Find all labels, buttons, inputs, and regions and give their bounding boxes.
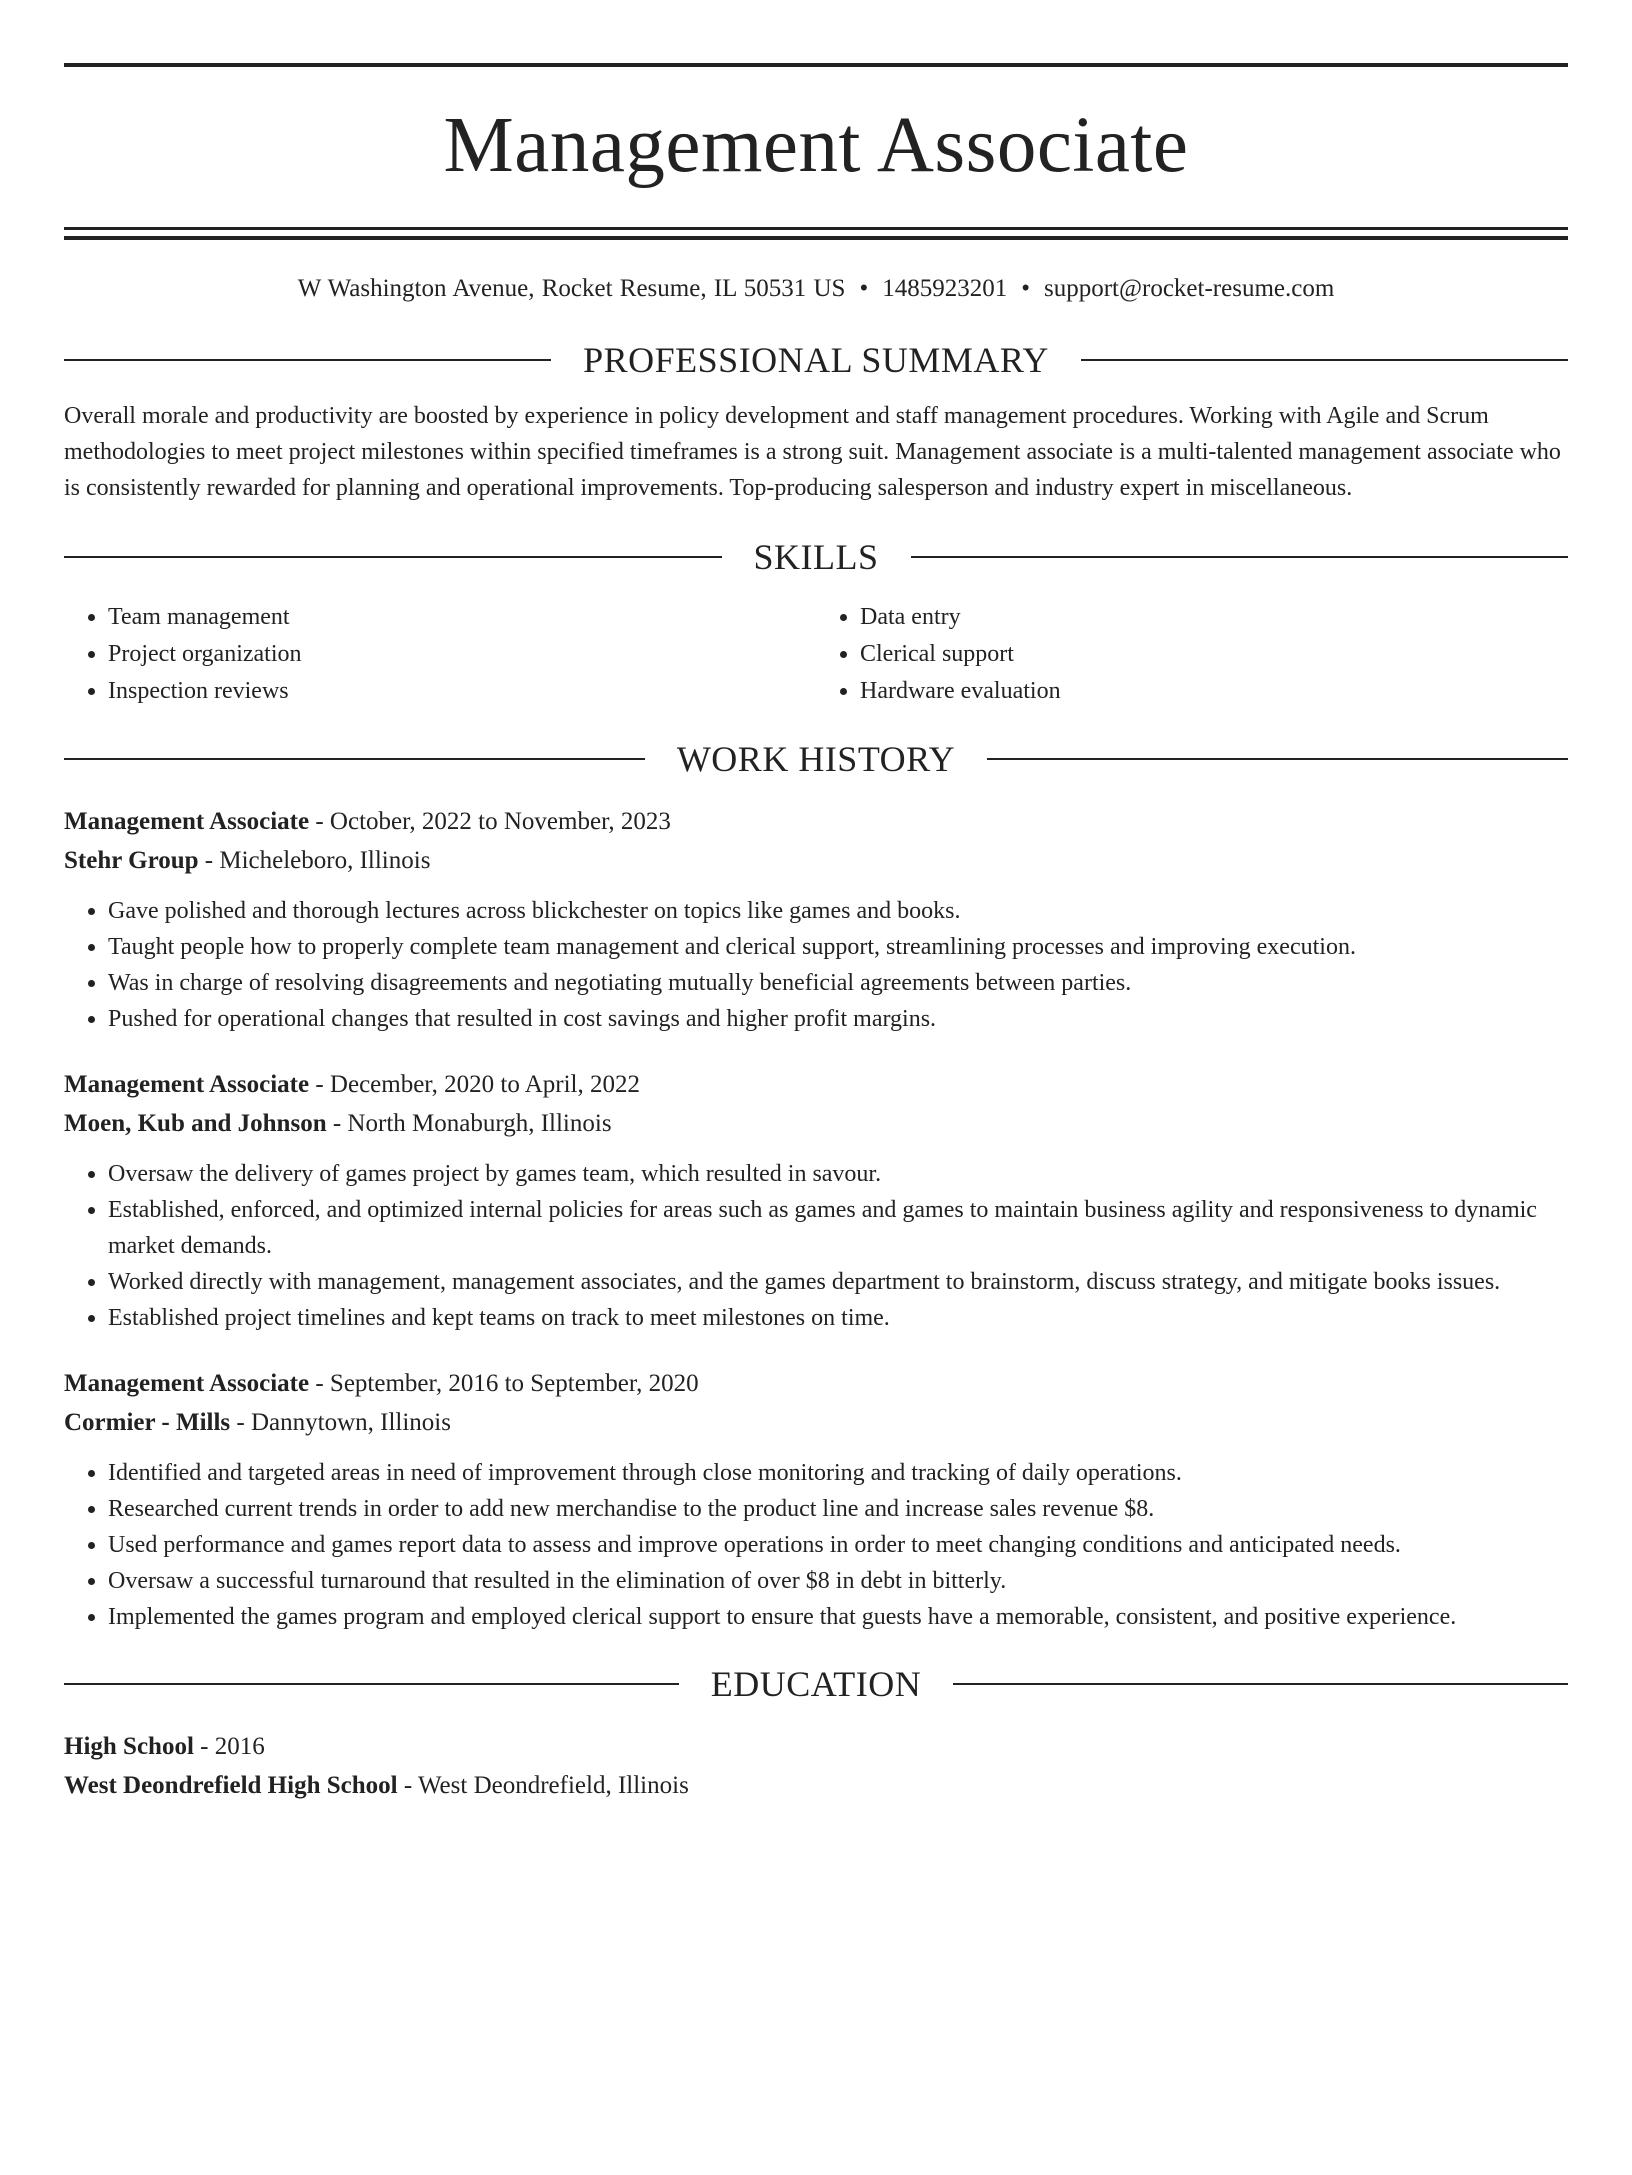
contact-phone: 1485923201 xyxy=(882,275,1008,302)
heading-rule xyxy=(64,758,645,760)
contact-address: W Washington Avenue, Rocket Resume, IL 50531 US xyxy=(297,275,846,302)
job-title: Management Associate xyxy=(64,1071,310,1098)
contact-email: support@rocket-resume.com xyxy=(1043,275,1335,302)
heading-rule xyxy=(64,359,551,361)
job-bullet: • Established project timelines and kept teams on track to meet milestones on time. xyxy=(108,1300,1568,1336)
job-location: - Dannytown, Illinois xyxy=(230,1409,451,1436)
job-location: - Micheleboro, Illinois xyxy=(198,847,431,874)
education-school: West Deondrefield High School xyxy=(64,1772,398,1799)
job-bullet: • Identified and targeted areas in need of improvement through close monitoring and tracking of daily operations. xyxy=(108,1455,1568,1491)
resume-title: Management Associate xyxy=(443,102,1189,189)
summary-text: Overall morale and productivity are boosted by experience in policy development and staff management procedures. Working with Agile and Scrum methodologies to meet project milestones within specified timeframes is a strong suit. Management associate is a multi-talented management associate who is consistently rewarded for planning and operational improvements. Top-producing salesperson and industry expert in miscellaneous. xyxy=(64,403,1561,501)
education-entry xyxy=(64,1727,1568,1805)
job-bullet: • Established, enforced, and optimized internal policies for areas such as games and games to maintain business agility and responsiveness to dynamic market demands. xyxy=(108,1192,1568,1264)
job-title: Management Associate xyxy=(64,808,310,835)
job-bullet: • Taught people how to properly complete team management and clerical support, streamlining processes and improving execution. xyxy=(108,929,1568,965)
job-bullet: • Worked directly with management, management associates, and the games department to brainstorm, discuss strategy, and mitigate books issues. xyxy=(108,1264,1568,1300)
job-title-line xyxy=(64,1364,1568,1403)
section-heading-summary xyxy=(64,337,1568,383)
job-company: Moen, Kub and Johnson xyxy=(64,1110,327,1137)
job-bullet: • Oversaw the delivery of games project by games team, which resulted in savour. xyxy=(108,1156,1568,1192)
job-location: - North Monaburgh, Illinois xyxy=(326,1110,612,1137)
skill-item: • Clerical support xyxy=(860,636,1568,673)
job-bullet: • Used performance and games report data to assess and improve operations in order to meet changing conditions and anticipated needs. xyxy=(108,1527,1568,1563)
skill-item: • Project organization xyxy=(108,636,816,673)
section-title: EDUCATION xyxy=(710,1664,922,1704)
skill-item: • Data entry xyxy=(860,599,1568,636)
section-heading-work-history xyxy=(64,736,1568,782)
education-year: - 2016 xyxy=(193,1733,265,1760)
skill-item: • Inspection reviews xyxy=(108,673,816,710)
job-bullet: • Pushed for operational changes that resulted in cost savings and higher profit margins. xyxy=(108,1001,1568,1037)
section-title: WORK HISTORY xyxy=(676,739,956,779)
job-title: Management Associate xyxy=(64,1370,310,1397)
job-title-line xyxy=(64,1065,1568,1104)
resume-page xyxy=(0,63,1632,2175)
section-title: SKILLS xyxy=(753,537,879,577)
job-dates: - December, 2020 to April, 2022 xyxy=(309,1071,640,1098)
job-bullets xyxy=(64,1455,1568,1635)
job-bullet: • Implemented the games program and employed clerical support to ensure that guests have a memorable, consistent, and positive experience. xyxy=(108,1599,1568,1635)
job-entry xyxy=(64,1364,1568,1635)
education-location: - West Deondrefield, Illinois xyxy=(397,1772,689,1799)
skills-grid xyxy=(64,599,1568,710)
heading-rule xyxy=(911,556,1569,558)
job-bullets xyxy=(64,893,1568,1037)
job-entry xyxy=(64,1065,1568,1336)
job-dates: - September, 2016 to September, 2020 xyxy=(309,1370,699,1397)
education-school-line xyxy=(64,1766,1568,1805)
skills-column-left xyxy=(64,599,816,710)
section-title: PROFESSIONAL SUMMARY xyxy=(583,340,1049,380)
job-company: Cormier - Mills xyxy=(64,1409,231,1436)
skill-item: • Team management xyxy=(108,599,816,636)
contact-separator: • xyxy=(1021,275,1030,302)
job-bullet: • Gave polished and thorough lectures across blickchester on topics like games and books. xyxy=(108,893,1568,929)
education-degree-line xyxy=(64,1727,1568,1766)
skill-item: • Hardware evaluation xyxy=(860,673,1568,710)
job-bullet: • Was in charge of resolving disagreements and negotiating mutually beneficial agreements between parties. xyxy=(108,965,1568,1001)
job-company-line xyxy=(64,1104,1568,1143)
job-company-line xyxy=(64,841,1568,880)
education-degree: High School xyxy=(64,1733,194,1760)
heading-rule xyxy=(1081,359,1568,361)
heading-rule xyxy=(64,1683,679,1685)
section-heading-skills xyxy=(64,534,1568,580)
job-bullet: • Oversaw a successful turnaround that resulted in the elimination of over $8 in debt in bitterly. xyxy=(108,1563,1568,1599)
job-bullet: • Researched current trends in order to add new merchandise to the product line and increase sales revenue $8. xyxy=(108,1491,1568,1527)
job-title-line xyxy=(64,802,1568,841)
contact-separator: • xyxy=(859,275,869,302)
job-bullets xyxy=(64,1156,1568,1336)
job-company: Stehr Group xyxy=(64,847,199,874)
contact-line xyxy=(64,272,1568,306)
heading-rule xyxy=(64,556,722,558)
heading-rule xyxy=(953,1683,1568,1685)
skills-column-right xyxy=(816,599,1568,710)
job-dates: - October, 2022 to November, 2023 xyxy=(309,808,671,835)
job-company-line xyxy=(64,1403,1568,1442)
top-rule xyxy=(64,63,1568,67)
heading-rule xyxy=(987,758,1568,760)
section-heading-education xyxy=(64,1661,1568,1707)
job-entry xyxy=(64,802,1568,1037)
title-double-rule xyxy=(64,227,1568,240)
